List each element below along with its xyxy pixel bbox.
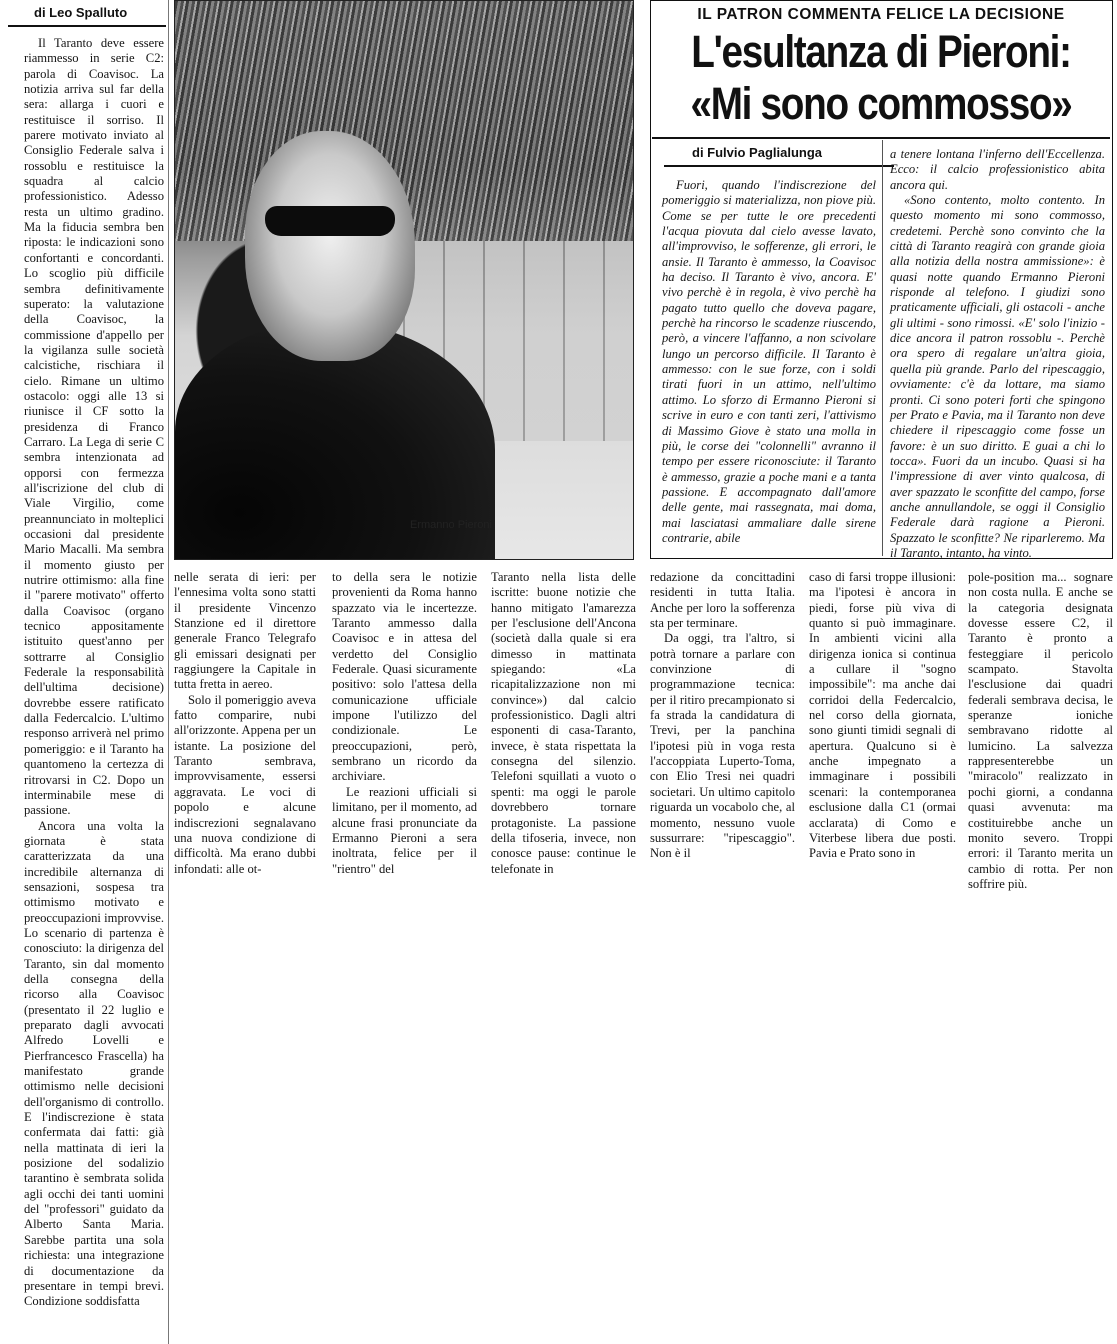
main-column-2 <box>174 570 316 877</box>
column-rule <box>168 0 169 1344</box>
side-headline <box>684 26 1078 130</box>
side-kicker: IL PATRON COMMENTA FELICE LA DECISIONE <box>697 6 1065 23</box>
side-column-left <box>662 178 876 546</box>
article-paragraph: nelle serata di ieri: per l'ennesima volta sono statti il presidente Vincenzo Stanzione ed il direttore generale Franco Telegrafo gli emissari designati per raggiungere la Capitale in tutta fretta in aereo. <box>174 570 316 692</box>
main-column-3 <box>332 570 477 877</box>
main-column-1 <box>24 36 164 1310</box>
photo-caption: Ermanno Pieroni <box>410 519 492 531</box>
side-byline: di Fulvio Paglialunga <box>692 145 823 160</box>
side-column-rule <box>882 140 883 556</box>
article-paragraph: Fuori, quando l'indiscrezione del pomeriggio si materializza, non piove più. Come se per tutte le ore precedenti l'acqua piovuta dal cielo avesse lavato, all'improvviso, le sofferenze, gli errori, le ansie. Il Taranto è ammesso, la Coavisoc ha deciso. Il Taranto è vivo, ancora. E' vivo perchè è in regola, è vivo perchè ha pagato tutto quello che doveva pagare, perchè ha rincorso le scadenze riuscendo, però, a vincere l'affanno, a non scivolare lungo un percorso difficile. Il Taranto è ammesso: con le sue forze, con i soldi tirati fuori in un attimo, nell'ultimo attimo. Lo sforzo di Ermanno Pieroni si scrive in euro e con tanti zeri, l'attivismo di Massimo Giove è stato una molla in più, le corse dei "colonnelli" avranno il tempo per essere riconosciute: il Taranto è ammesso, grazie a poche mani e a tanta passione. E accompagnato dall'amore delle gente, mai rassegnata, mai doma, mai lasciatasi ammaliare dalle sirene contrarie, abile <box>662 178 876 545</box>
photo-man-head <box>245 131 415 361</box>
byline-rule <box>8 25 166 27</box>
side-column-right <box>890 147 1105 561</box>
article-paragraph: Le reazioni ufficiali si limitano, per il momento, ad alcune frasi pronunciate da Ermanno Pieroni a sera inoltrata, felice per il "rientro" del <box>332 784 477 876</box>
headline-line-1: L'esultanza di Pieroni: <box>691 26 1071 77</box>
main-column-4 <box>491 570 636 877</box>
main-column-5 <box>650 570 795 862</box>
article-paragraph: to della sera le notizie provenienti da Roma hanno spazzato via le incertezze. Taranto ammesso dalla Coavisoc e in attesa del verdetto del Consiglio Federale. Quasi sicuramente positivo: solo l'attesa della comunicazione ufficiale impone l'utilizzo del condizionale. Le preoccupazioni, però, sembrano un ricordo da archiviare. <box>332 570 477 784</box>
main-column-7 <box>968 570 1113 892</box>
main-byline: di Leo Spalluto <box>34 5 128 20</box>
article-paragraph: pole-position ma... sognare non costa nulla. E anche se la categoria designata dovesse essere C2, il Taranto è pronto a festeggiare il pericolo scampato. Stavolta l'esclusione dai quadri federali sembrava decisa, le speranze ioniche sembravano ridotte al lumicino. La salvezza rappresenterebbe un "miracolo" realizzato in pochi giorni, a condanna quasi avvenuta: ma costituirebbe anche un monito severo. Troppi errori: il Taranto merita un cambio di rotta. Per non soffrire più. <box>968 570 1113 891</box>
photo-ermanno-pieroni <box>174 0 634 560</box>
article-paragraph: Solo il pomeriggio aveva fatto comparire, nubi all'orizzonte. Appena per un istante. La posizione del Taranto sembrava, improvvisamente, essersi aggravata. Le voci di popolo e alcune indiscrezioni segnalavano una nuova condizione di difficoltà. Ma erano dubbi infondati: alle ot- <box>174 692 316 876</box>
main-column-6 <box>809 570 956 862</box>
article-paragraph: Il Taranto deve essere riammesso in serie C2: parola di Coavisoc. La notizia arriva sul far della sera: allarga i cuori e restituisce il sorriso. Il parere motivato inviato al Consiglio Federale salva i rossoblu e restituisce la squadra al calcio professionistico. Adesso resta un ultimo gradino. Ma la fiducia sembra ben riposta: le indicazioni sono confortanti e concordanti. Lo scoglio più difficile sembra definitivamente superato: la valutazione della Coavisoc, la commissione d'appello per la vigilanza sulle società calcistiche, rischiara il cielo. Rimane un ultimo ostacolo: oggi alle 13 si riunisce il CF sotto la presidenza di Franco Carraro. La Lega di serie C sembra intenzionata ad opporsi con fermezza all'iscrizione del club di Viale Virgilio, come preannunciato in molteplici occasioni dal presidente Mario Macalli. Ma sembra il momento giusto per nutrire ottimismo: alla fine il "parere motivato" offerto dalla Coavisoc (organo tecnico appositamente istituito quest'anno per sottrarre al Consiglio Federale la responsabilità dell'ultima decisione) dovrebbe essere ratificato dalla Federcalcio. L'ultimo responso arriverà nel primo pomeriggio: e il Taranto ha quantomeno la certezza di ritrovarsi in C2. Dopo un interminabile mese di passione. <box>24 36 164 818</box>
article-paragraph: Da oggi, tra l'altro, si potrà tornare a parlare con convinzione di programmazione tecnica: per il ritiro precampionato si fa strada la candidatura di Trevi, per la panchina l'ipotesi più in voga resta l'accoppiata Luperto-Toma, con Elio Tresi nei quadri societari. Un ultimo capitolo riguarda un vocabolo che, al momento, nessuno vuole sussurrare: "ripescaggio". Non è il <box>650 631 795 861</box>
photo-man-glasses <box>265 206 395 236</box>
side-rule-top <box>652 137 1110 139</box>
article-paragraph: «Sono contento, molto contento. In questo momento mi sono commosso, credetemi. Perchè sono convinto che la città di Taranto reagirà con grande gioia alla notizia della nostra ammissione»: è quasi notte quando Ermanno Pieroni risponde al telefono. I giudizi sono praticamente ufficiali, gli ostacoli - anche gli ultimi - sono rimossi. «E' solo l'inizio - dice ancora il patron rossoblu -. Perchè ora spero di regalare un'altra gioia, quella più grande. Parlo del ripescaggio, ovviamente: c'è da lottare, ma siamo pronti. Ci sono poteri forti che spingono per Prato e Pavia, ma il Taranto non deve chiedere il ripescaggio come fosse un favore: è un suo diritto. E guai a chi lo tocca». Fuori da un incubo. Quasi si ha l'impressione di aver vinto qualcosa, di aver spazzato le sconfitte del campo, forse anche annullandole, se oggi il Consiglio Federale darà ragione a Pieroni. Spazzato le sconfitte? Ne riparleremo. Ma il Taranto, intanto, ha vinto. <box>890 193 1105 560</box>
article-paragraph: redazione da concittadini residenti in tutta Italia. Anche per loro la sofferenza sta per terminare. <box>650 570 795 631</box>
article-paragraph: Ancora una volta la giornata è stata caratterizzata da una incredibile alternanza di sensazioni, sospesa tra ottimismo motivato e preoccupazioni improvvise. Lo scenario di partenza è conosciuto: la dirigenza del Taranto, sin dal momento della consegna della ricorso alla Coavisoc (presentato il 22 luglio e preparato dagli avvocati Alfredo Lovelli e Pierfrancesco Frascella) ha manifestato grande ottimismo nelle decisioni dell'organismo di controllo. E l'indiscrezione è stata confermata dai fatti: già nella mattinata di ieri la posizione del sodalizio tarantino è sembrata solida agli occhi dei tanti uomini del "professori" guidato da Alberto Santa Maria. Sarebbe partita una sola richiesta: una integrazione di documentazione da presentare in tempi brevi. Condizione soddisfatta <box>24 818 164 1309</box>
side-byline-rule <box>664 165 894 167</box>
article-paragraph: caso di farsi troppe illusioni: ma l'ipotesi è ancora in piedi, forse più viva di quanto si può immaginare. In ambienti vicini alla dirigenza ionica si continua a cullare il "sogno impossibile": ma anche dai corridoi della Federcalcio, nel corso della giornata, sono giunti timidi segnali di apertura. Qualcuno si è anche impegnato a immaginare i possibili scenari: la contemporanea esclusione dalla C1 (ormai acclarata) di Como e Viterbese libera due posti. Pavia e Prato sono in <box>809 570 956 861</box>
headline-line-2: «Mi sono commosso» <box>690 78 1072 129</box>
article-paragraph: a tenere lontana l'inferno dell'Eccellenza. Ecco: il calcio professionistico abita ancora qui. <box>890 147 1105 192</box>
article-paragraph: Taranto nella lista delle iscritte: buone notizie che hanno mitigato l'amarezza per l'esclusione dell'Ancona (società dalla quale si era dimesso in mattinata spiegando: «La ricapitalizzazione non mi convince») dal calcio professionistico. Dagli altri esponenti di casa-Taranto, invece, è stata rispettata la consegna del silenzio. Telefoni squillati a vuoto o spenti: ma oggi le parole dovrebbero tornare protagoniste. La passione della tifoseria, invece, non conosce pause: continue le telefonate in <box>491 570 636 876</box>
